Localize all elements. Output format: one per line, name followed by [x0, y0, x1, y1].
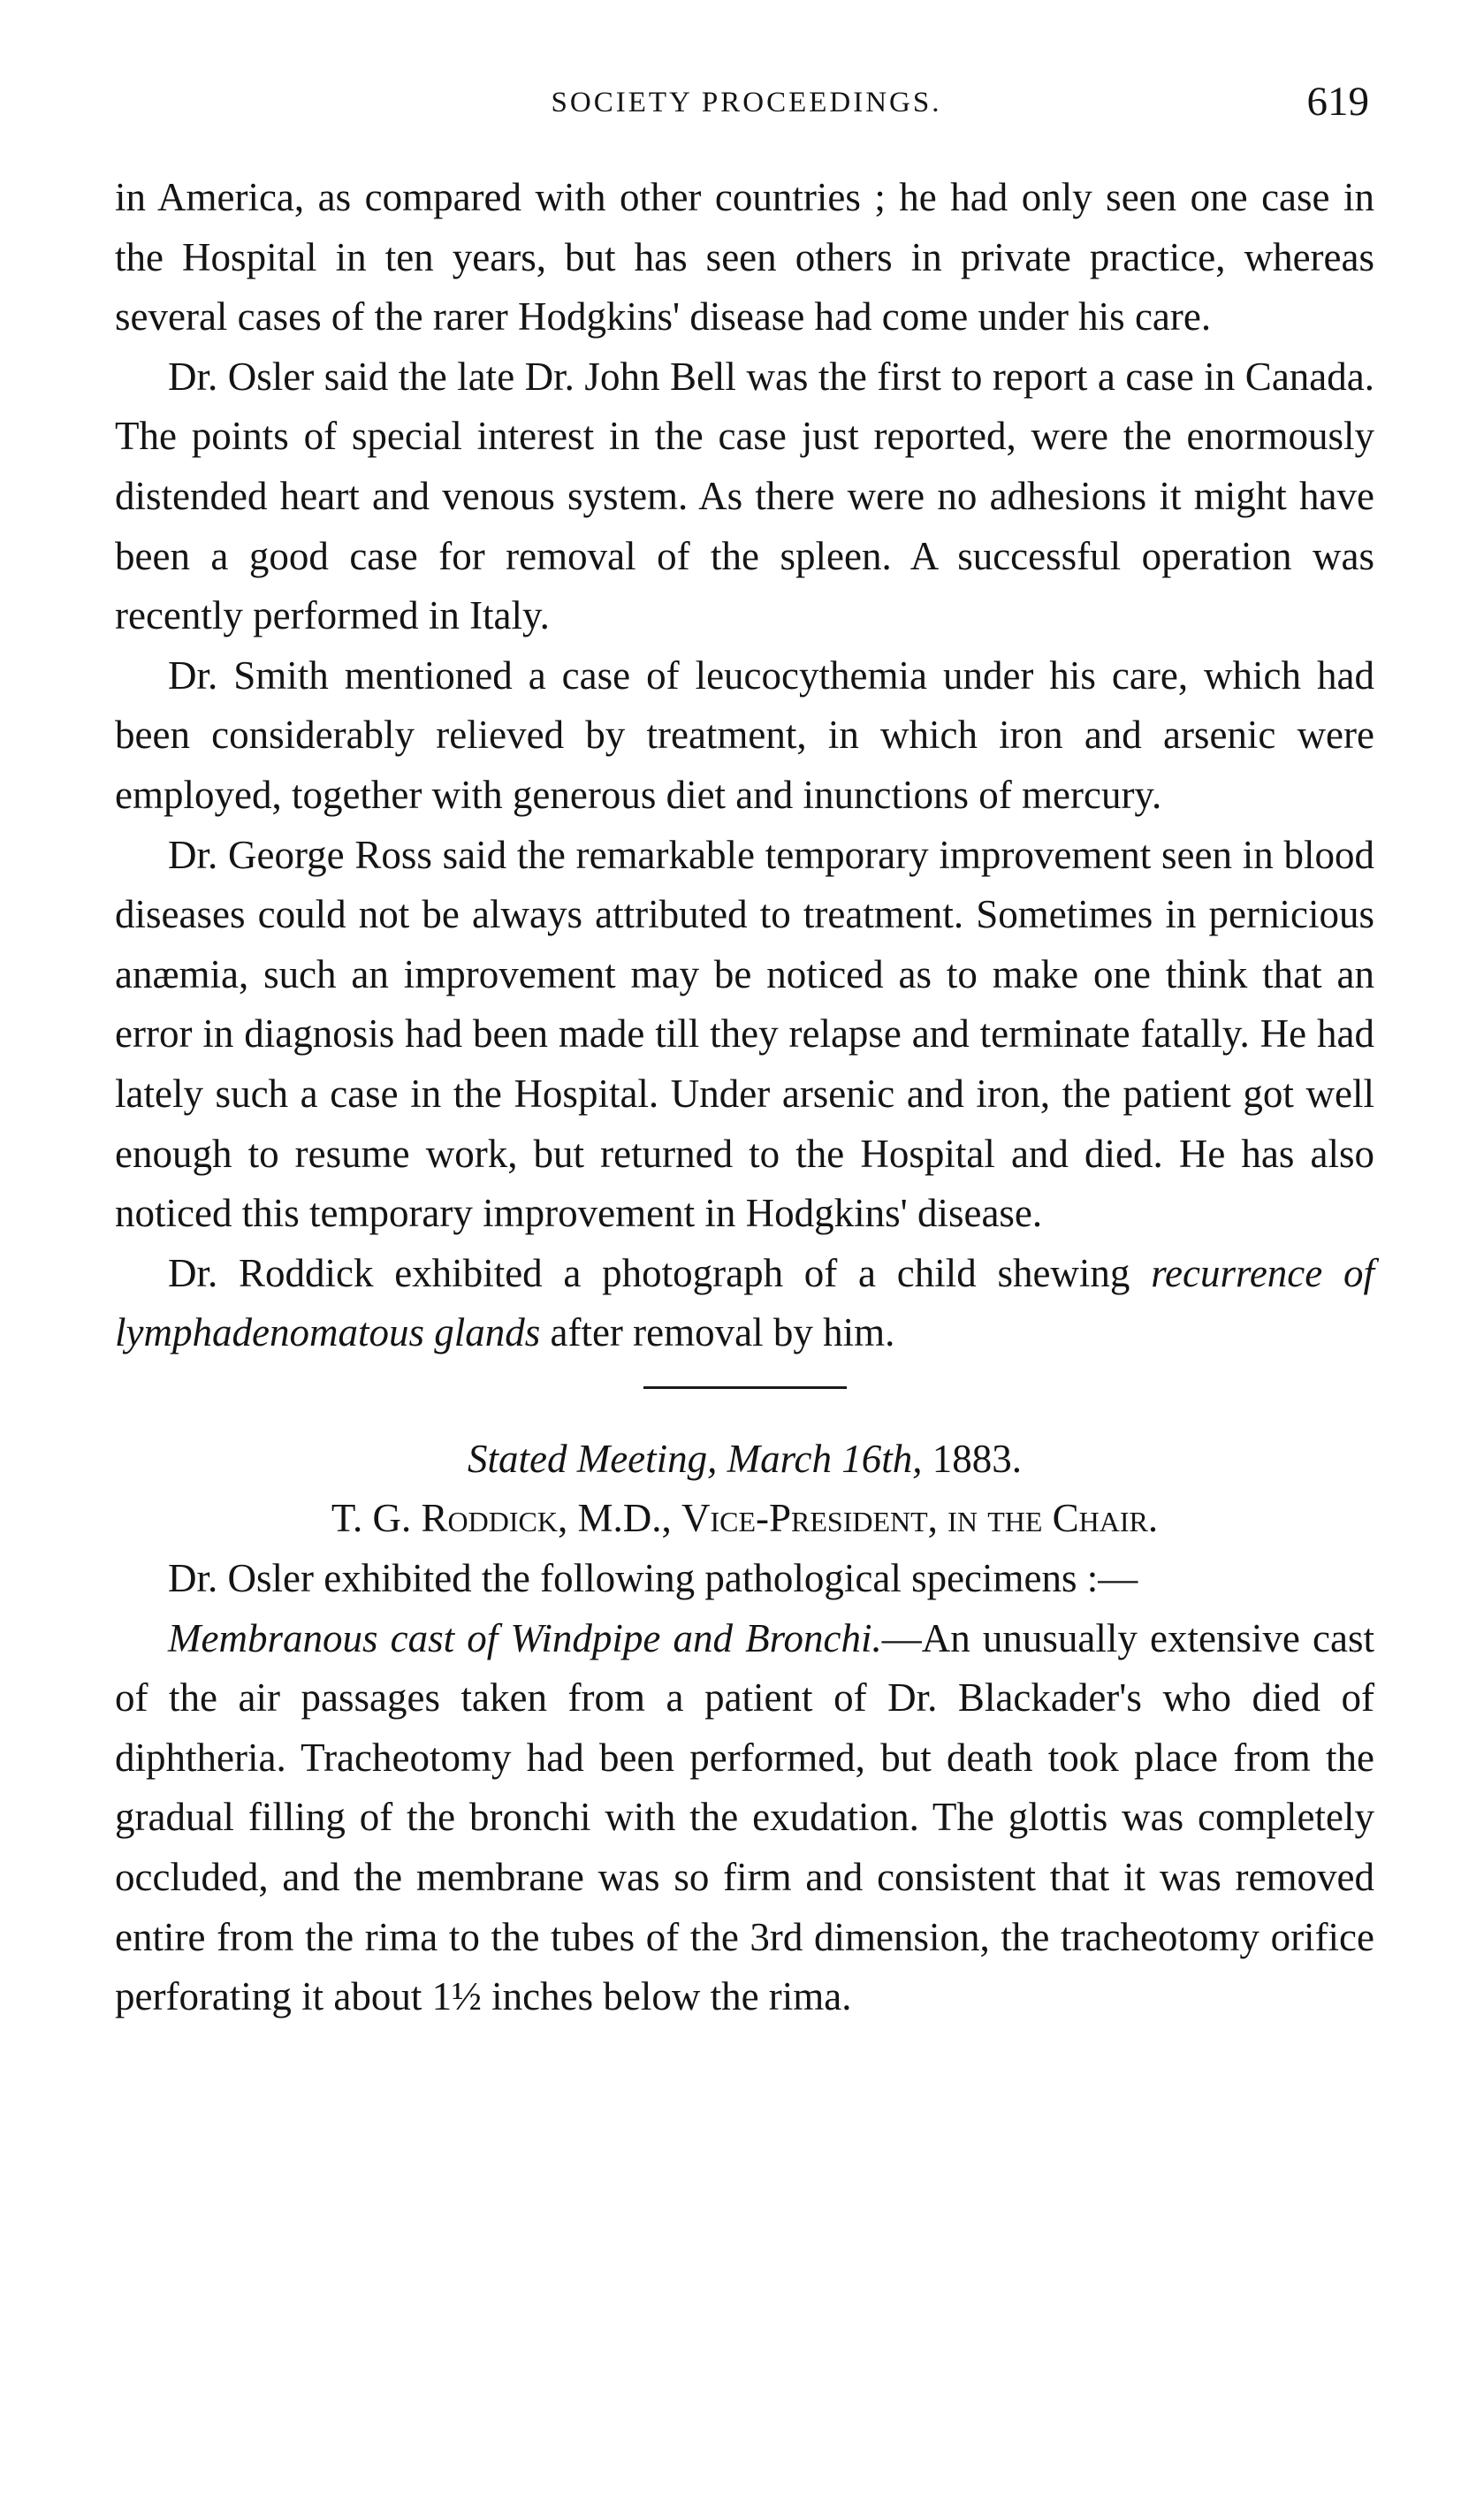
specimen-description: —An unusually extensive cast of the air passages taken from a patient of Dr. Blackader's who died of diphtheria. Tracheotomy had been performed, but death took place from the gradual filling of the bronchi with the exudation. The glottis was completely occluded, and the membrane was so firm and consistent that it was removed entire from the rima to the tubes of the 3rd dimension, the tracheotomy orifice perforating it about 1½ inches below the rima. — [115, 1615, 1374, 2019]
meeting-heading-italic: Stated Meeting, March — [468, 1436, 832, 1481]
running-title: SOCIETY PROCEEDINGS. — [551, 87, 942, 118]
paragraph-roddick-exhibit — [115, 1244, 1374, 1363]
specimen-membranous-cast — [115, 1609, 1374, 2027]
chair-name: T. G. Roddick, M.D., — [331, 1496, 672, 1541]
specimen-title: Membranous cast of Windpipe and Bronchi. — [168, 1615, 882, 1660]
specimens-intro: Dr. Osler exhibited the following pathological specimens :— — [168, 1556, 1138, 1601]
meeting-heading-year: 1883. — [932, 1436, 1022, 1481]
paragraph-smith-remarks: Dr. Smith mentioned a case of leucocythemia under his care, which had been considerably relieved by treatment, in which iron and arsenic were employed, together with generous diet and inunctions of mercury. — [115, 652, 1374, 817]
paragraph-continuation: in America, as compared with other countries ; he had only seen one case in the Hospital in ten years, but has seen others in private practice, whereas several cases of the rarer Hodgkins' disease had come under his care. — [115, 175, 1374, 340]
roddick-tail-text: after removal by him. — [540, 1310, 895, 1355]
body-text — [115, 168, 1374, 2027]
chair-line — [115, 1489, 1374, 1549]
meeting-heading — [115, 1430, 1374, 1490]
chair-role: Vice-President, in the Chair. — [681, 1496, 1159, 1541]
page-number: 619 — [1306, 79, 1369, 125]
paragraph-ross-remarks: Dr. George Ross said the remarkable temporary improvement seen in blood diseases could not be always attributed to treatment. Sometimes in pernicious anæmia, such an improvement may be noticed as to make one think that an error in diagnosis had been made till they relapse and terminate fatally. He had lately such a case in the Hospital. Under arsenic and iron, the patient got well enough to resume work, but returned to the Hospital and died. He has also noticed this temporary improvement in Hodgkins' disease. — [115, 832, 1374, 1236]
running-header — [115, 78, 1378, 140]
roddick-italic-title: recurrence of lymphadenomatous glands — [115, 1250, 1374, 1355]
meeting-heading-date: 16th, — [841, 1436, 923, 1481]
section-divider — [643, 1386, 847, 1389]
paragraph-osler-remarks: Dr. Osler said the late Dr. John Bell was the first to report a case in Canada. The points of special interest in the case just reported, were the enormously distended heart and venous system. As there were no adhesions it might have been a good case for removal of the spleen. A successful operation was recently performed in Italy. — [115, 354, 1374, 638]
roddick-lead-text: Dr. Roddick exhibited a photograph of a child shewing — [168, 1250, 1152, 1295]
